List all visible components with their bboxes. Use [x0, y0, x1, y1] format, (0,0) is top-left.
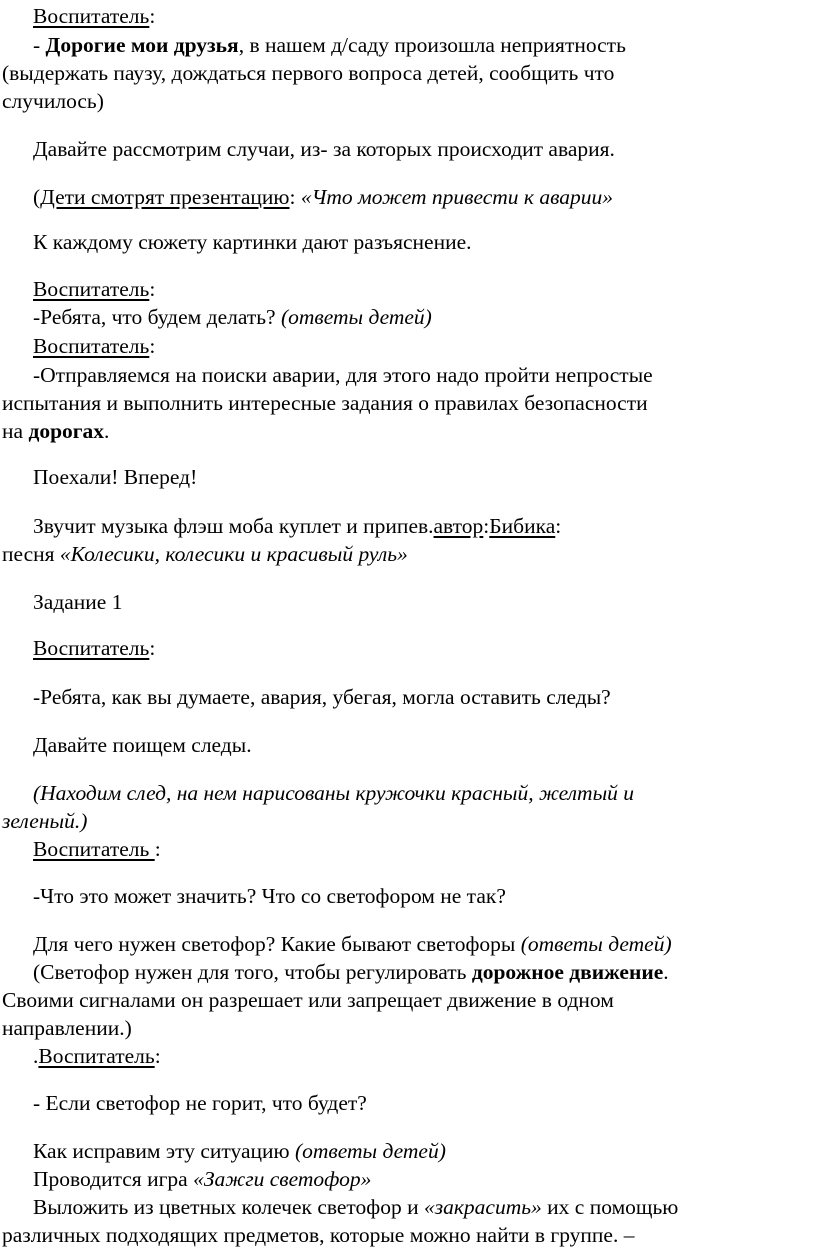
text-run: К каждому сюжету картинки дают разъяснение. — [33, 230, 472, 254]
italic-text: (ответы детей) — [520, 932, 672, 956]
text-run: различных подходящих предметов, которые можно найти в группе. – — [2, 1223, 635, 1247]
text-run: : — [289, 185, 301, 209]
line-l5 — [33, 136, 615, 162]
line-l33 — [33, 1194, 678, 1220]
text-run: (выдержать паузу, дождаться первого вопроса детей, сообщить что — [2, 61, 615, 85]
underlined-text: Дети смотрят презентацию — [40, 185, 290, 209]
line-l7 — [33, 229, 472, 255]
text-run: направлении.) — [2, 1016, 132, 1040]
text-run: Для чего нужен светофор? Какие бывают светофоры — [33, 932, 521, 956]
italic-text: «Что может привести к аварии» — [300, 185, 614, 209]
bold-text: дорожное движение — [471, 960, 664, 984]
text-run: , в нашем д/саду произошла неприятность — [238, 33, 626, 57]
italic-text: «Зажги светофор» — [193, 1167, 372, 1191]
line-l3 — [2, 60, 614, 86]
italic-text: (Находим след, на нем нарисованы кружочки красный, желтый и — [33, 781, 635, 805]
text-run: Задание 1 — [33, 590, 123, 614]
italic-text: (ответы детей) — [295, 1139, 446, 1163]
line-l24 — [33, 883, 506, 909]
line-l16 — [2, 541, 408, 567]
line-l22 — [2, 808, 87, 834]
line-l10 — [33, 333, 155, 359]
text-run: : — [149, 4, 156, 28]
line-l32 — [33, 1166, 371, 1192]
text-run: -Ребята, что будем делать? — [33, 305, 281, 329]
line-l13 — [2, 418, 109, 444]
text-run: : — [149, 636, 156, 660]
text-run: Своими сигналами он разрешает или запрещает движение в одном — [2, 988, 614, 1012]
line-l23 — [33, 836, 161, 862]
text-run: ( — [33, 185, 41, 209]
text-run: : — [483, 514, 490, 538]
italic-text: (ответы детей) — [280, 305, 432, 329]
line-l12 — [2, 390, 648, 416]
text-run: случилось) — [2, 89, 104, 113]
line-l17 — [33, 589, 122, 615]
underlined-text: Воспитатель — [33, 636, 150, 660]
line-l25 — [33, 931, 672, 957]
text-run: -Отправляемся на поиски аварии, для этого надо пройти непростые — [33, 363, 653, 387]
underlined-text: Бибика — [489, 514, 556, 538]
text-run: : — [149, 277, 156, 301]
text-run: песня — [2, 542, 60, 566]
text-run: (Светофор нужен для того, чтобы регулировать — [33, 960, 472, 984]
underlined-text: автор — [433, 514, 484, 538]
text-run: Давайте поищем следы. — [33, 733, 252, 757]
line-l20 — [33, 732, 252, 758]
line-l26 — [33, 959, 669, 985]
underlined-text: Воспитатель — [33, 4, 150, 28]
line-l31 — [33, 1138, 446, 1164]
underlined-text: Воспитатель — [33, 837, 155, 861]
line-l15 — [33, 513, 561, 539]
line-l8 — [33, 276, 155, 302]
text-run: : — [154, 837, 161, 861]
line-l14 — [33, 464, 197, 490]
underlined-text: Воспитатель — [33, 277, 150, 301]
text-run: - — [33, 33, 46, 57]
text-run: на — [2, 419, 29, 443]
bold-text: Дорогие мои друзья — [45, 33, 239, 57]
line-l1 — [33, 3, 155, 29]
line-l19 — [33, 684, 611, 710]
line-l9 — [33, 304, 432, 330]
text-run: Поехали! Вперед! — [33, 465, 198, 489]
text-run: . — [663, 960, 669, 984]
text-run: . — [104, 419, 110, 443]
line-l28 — [2, 1015, 132, 1041]
text-run: испытания и выполнить интересные задания о правилах безопасности — [2, 391, 648, 415]
text-run: - Если светофор не горит, что будет? — [33, 1091, 367, 1115]
italic-text: «Колесики, колесики и красивый руль» — [59, 542, 408, 566]
text-run: Выложить из цветных колечек светофор и — [33, 1195, 424, 1219]
text-run: -Что это может значить? Что со светофором не так? — [33, 884, 506, 908]
line-l18 — [33, 635, 155, 661]
line-l29 — [33, 1043, 161, 1069]
text-run: : — [555, 514, 562, 538]
line-l2 — [33, 32, 626, 58]
italic-text: зеленый.) — [2, 809, 88, 833]
underlined-text: Воспитатель — [33, 334, 150, 358]
text-run: -Ребята, как вы думаете, авария, убегая, могла оставить следы? — [33, 685, 611, 709]
text-run: Звучит музыка флэш моба куплет и припев. — [33, 514, 434, 538]
text-run: . — [33, 1044, 39, 1068]
line-l4 — [2, 88, 104, 114]
text-run: Проводится игра — [33, 1167, 194, 1191]
line-l30 — [33, 1090, 367, 1116]
text-run: Как исправим эту ситуацию — [33, 1139, 295, 1163]
text-run: : — [149, 334, 156, 358]
bold-text: дорогах — [28, 419, 105, 443]
line-l34 — [2, 1222, 634, 1248]
text-run: их с помощью — [541, 1195, 679, 1219]
italic-text: «закрасить» — [423, 1195, 542, 1219]
line-l6 — [33, 184, 613, 210]
line-l11 — [33, 362, 653, 388]
text-run: : — [154, 1044, 161, 1068]
line-l21 — [33, 780, 634, 806]
line-l27 — [2, 987, 614, 1013]
text-run: Давайте рассмотрим случаи, из- за которых происходит авария. — [33, 137, 615, 161]
underlined-text: Воспитатель — [38, 1044, 155, 1068]
